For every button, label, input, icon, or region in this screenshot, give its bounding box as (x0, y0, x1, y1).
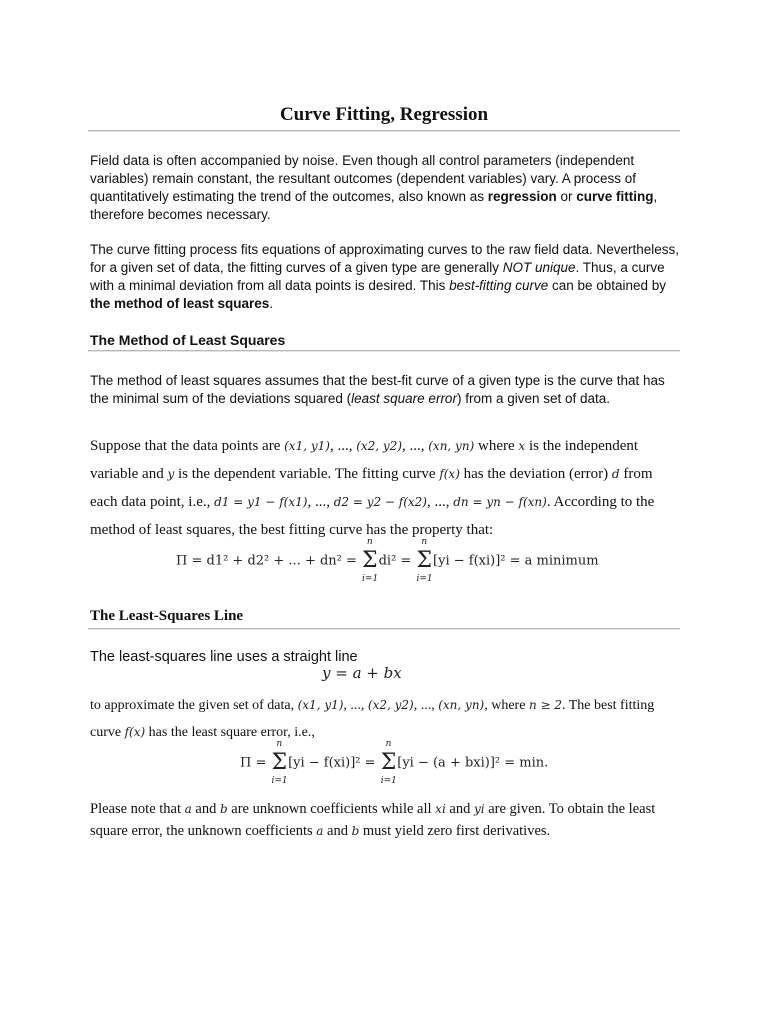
text: is the independent variable and (90, 438, 639, 482)
deviation-d2: d2 = y2 − f(x2) (333, 495, 427, 509)
page-title: Curve Fitting, Regression (279, 104, 489, 125)
summation-symbol: n Σ i=1 (271, 739, 288, 786)
text: from each data point, i.e., (90, 466, 653, 510)
summation-symbol: n Σ i=1 (416, 537, 433, 584)
text: are unknown coefficients while all (227, 801, 436, 817)
deviation-dn: dn = yn − f(xn) (453, 495, 547, 509)
sum-lower-limit: i=1 (362, 574, 379, 584)
summation-symbol: n Σ i=1 (362, 537, 379, 584)
text: , where (484, 698, 529, 713)
equation-lhs: Π = d1² + d2² + ... + dn² = (176, 553, 362, 569)
section-divider (88, 350, 680, 352)
emphasis-least-square-error: least square error (351, 391, 457, 406)
intro-paragraph-1 (90, 152, 680, 224)
text: , ..., (427, 494, 454, 510)
title-divider (88, 130, 680, 132)
sum-lower-limit: i=1 (380, 776, 397, 786)
data-point-2: (x2, y2) (356, 439, 402, 453)
text: ) from a given set of data. (456, 391, 611, 406)
text: are given. To obtain the least square error, the unknown coefficients (90, 801, 656, 839)
data-point-1: (x1, y1) (284, 439, 330, 453)
text: Please note that (90, 801, 185, 817)
deviation-d1: d1 = y1 − f(x1) (214, 495, 308, 509)
text: has the least square error, i.e., (145, 725, 315, 740)
text: and (445, 801, 474, 817)
var-y: y (167, 467, 175, 481)
sum-upper-limit: n (385, 739, 392, 749)
intro-paragraph-2 (90, 241, 680, 313)
text: to approximate the given set of data, (90, 698, 298, 713)
equation-middle: di² = (378, 553, 416, 569)
text: . (269, 296, 274, 311)
text: , ..., (413, 698, 439, 713)
keyword-least-squares: the method of least squares (90, 296, 270, 311)
var-yi: yi (473, 802, 485, 816)
var-xi: xi (435, 802, 446, 816)
section2-paragraph-3 (90, 798, 680, 842)
text: or (556, 189, 577, 204)
section-heading-least-squares-line: The Least-Squares Line (90, 608, 244, 624)
text: has the deviation (error) (459, 466, 612, 482)
text: . Thus, a curve with a minimal deviation from all data points is desired. This (90, 260, 665, 293)
equation-least-square-sum (176, 537, 599, 584)
equation-straight-line: y = a + bx (322, 664, 402, 682)
equation-least-squares-line-error (240, 739, 549, 786)
data-point-n: (xn, yn) (438, 698, 485, 712)
text: and (191, 801, 220, 817)
var-a: a (184, 802, 192, 816)
section2-paragraph-2 (90, 692, 680, 746)
text: Field data is often accompanied by noise. Even though all control parameters (independent variables) remain constant, the resultant outcomes (dependent variables) vary. A process of quantitatively estimating the trend of the outcomes, also known as (90, 153, 637, 204)
section2-paragraph-1: The least-squares line uses a straight line (90, 649, 358, 665)
sum-lower-limit: i=1 (271, 776, 288, 786)
sum-upper-limit: n (366, 537, 373, 547)
keyword-curve-fitting: curve fitting (576, 189, 654, 204)
var-b: b (219, 802, 228, 816)
text: The curve fitting process fits equations of approximating curves to the raw field data. Nevertheless, for a given set of data, the fitting curves of a given type are generally (90, 242, 680, 275)
text: can be obtained by (548, 278, 667, 293)
text: , ..., (402, 438, 429, 454)
text: must yield zero first derivatives. (359, 823, 551, 839)
text: Suppose that the data points are (90, 438, 285, 454)
data-point-n: (xn, yn) (428, 439, 475, 453)
text: The method of least squares assumes that the best-fit curve of a given type is the curve that has the minimal sum of the deviations squared ( (90, 373, 665, 406)
text: and (323, 823, 352, 839)
text: . According to the method of least squares, the best fitting curve has the property that: (90, 494, 655, 538)
section-heading-method-least-squares: The Method of Least Squares (90, 332, 286, 348)
sum-upper-limit: n (276, 739, 283, 749)
equation-rhs: [yi − (a + bxi)]² = min. (397, 755, 549, 771)
text: , ..., (343, 698, 368, 713)
section1-paragraph-1 (90, 372, 680, 408)
section-divider (88, 628, 680, 630)
sum-lower-limit: i=1 (416, 574, 433, 584)
text: , ..., (307, 494, 334, 510)
text: . The best fitting curve (90, 698, 655, 740)
text: is the dependent variable. The fitting curve (174, 466, 440, 482)
emphasis-not-unique: NOT unique (502, 260, 576, 275)
var-d: d (611, 467, 620, 481)
var-a: a (316, 824, 324, 838)
data-point-1: (x1, y1) (297, 698, 344, 712)
var-b: b (351, 824, 360, 838)
equation-rhs: [yi − f(xi)]² = a minimum (433, 553, 599, 569)
equation-middle: [yi − f(xi)]² = (288, 755, 380, 771)
function-fx: f(x) (439, 467, 460, 481)
text: , therefore becomes necessary. (90, 189, 658, 222)
var-x: x (518, 439, 526, 453)
text: where (474, 438, 519, 454)
section1-paragraph-2 (90, 432, 680, 544)
emphasis-best-fitting-curve: best-fitting curve (449, 278, 549, 293)
data-point-2: (x2, y2) (367, 698, 414, 712)
equation-lhs: Π = (240, 755, 271, 771)
function-fx: f(x) (124, 725, 146, 739)
text: , ..., (329, 438, 357, 454)
keyword-regression: regression (487, 189, 557, 204)
sum-upper-limit: n (421, 537, 428, 547)
summation-symbol: n Σ i=1 (380, 739, 397, 786)
condition-n: n ≥ 2 (528, 698, 562, 712)
